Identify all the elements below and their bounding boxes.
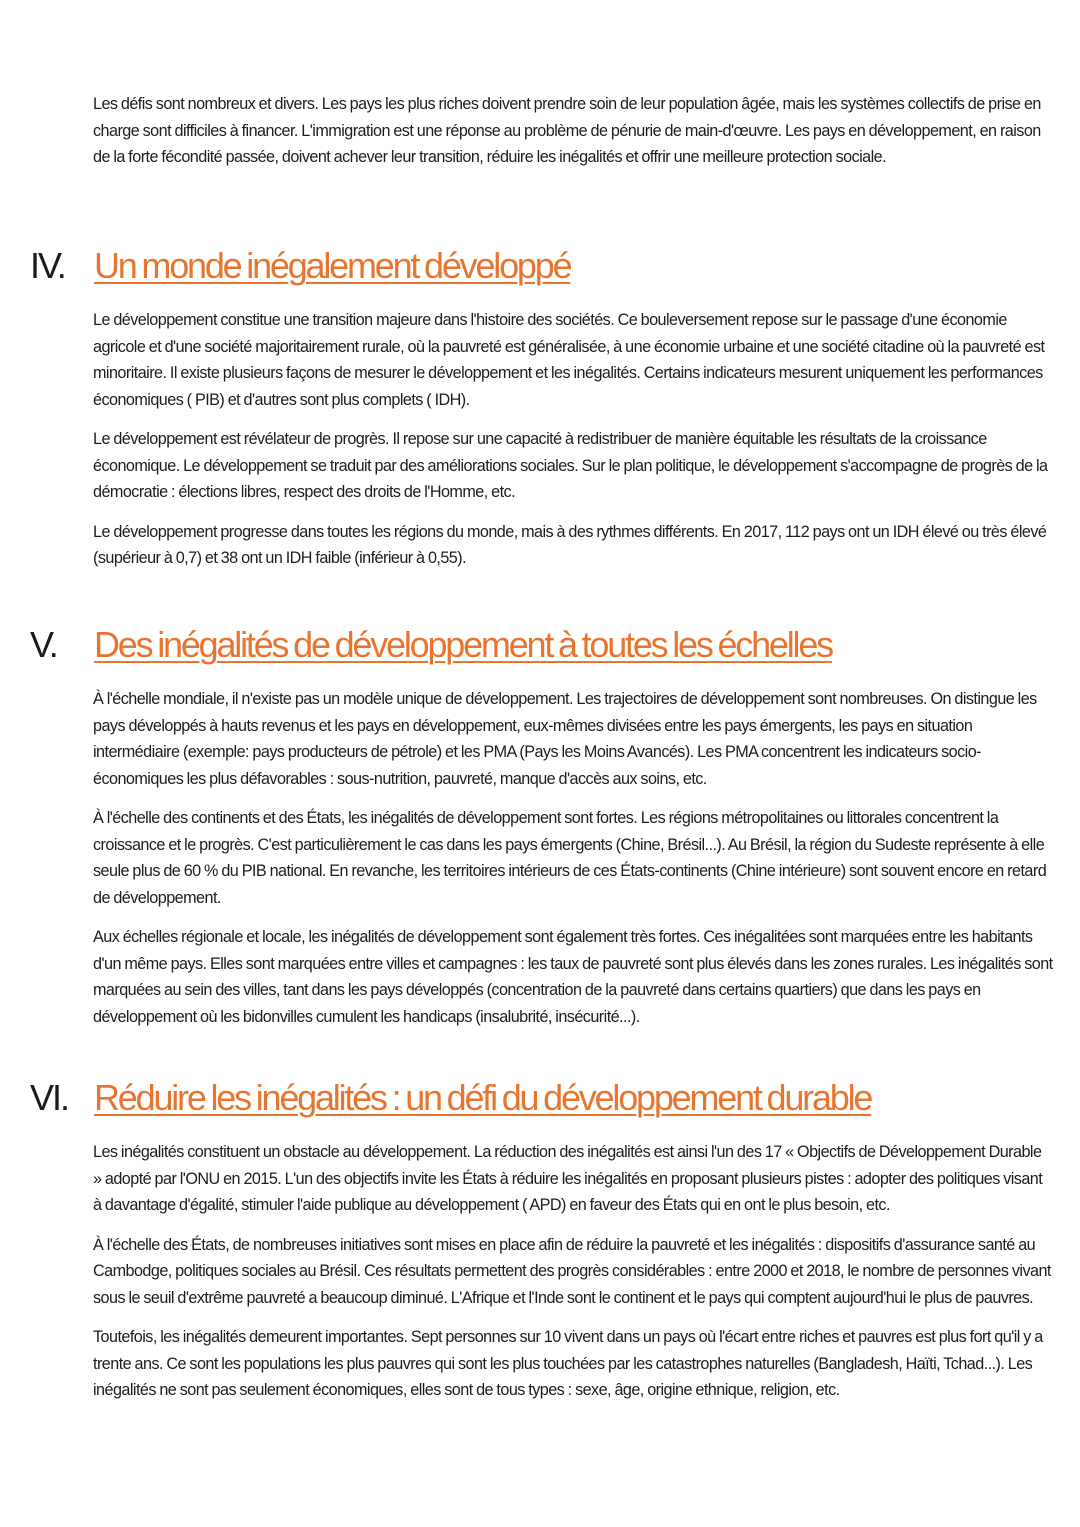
section-paragraph: À l'échelle des continents et des États, les inégalités de développement sont fortes. Les régions métropolitaines ou littorales concentrent la croissance et le progrès. C'est particulièrement le cas dans les pays émergents (Chine, Brésil...). Au Brésil, la région du Sudeste représente à elle seule plus de 60 % du PIB national. En revanche, les territoires intérieurs de ces États-continents (Chine intérieure) sont souvent encore en retard de développement.: [93, 809, 1047, 907]
section-paragraph: Aux échelles régionale et locale, les inégalités de développement sont également très fortes. Ces inégalitées sont marquées entre les habitants d'un même pays. Elles sont marquées entre villes et campagnes : les taux de pauvreté sont plus élevés dans les zones rurales. Les inégalités sont marquées au sein des villes, tant dans les pays développés (concentration de la pauvreté dans certains quartiers) que dans les pays en développement où les bidonvilles cumulent les handicaps (insalubrité, insécurité...).: [93, 928, 1053, 1026]
section-paragraph: À l'échelle des États, de nombreuses initiatives sont mises en place afin de réduire la pauvreté et les inégalités : dispositifs d'assurance santé au Cambodge, politiques sociales au Brésil. Ces résultats permettent des progrès considérables : entre 2000 et 2018, le nombre de personnes vivant sous le seuil d'extrême pauvreté a beaucoup diminué. L'Afrique et l'Inde sont le continent et le pays qui comptent aujourd'hui le plus de pauvres.: [93, 1235, 1051, 1307]
section-numeral: VI.: [30, 1077, 69, 1118]
section-heading: [0, 243, 1080, 297]
section-iv: [0, 243, 1080, 572]
section-title: Des inégalités de développement à toutes les échelles: [94, 624, 832, 665]
section-paragraph: Les inégalités constituent un obstacle au développement. La réduction des inégalités est ainsi l'un des 17 « Objectifs de Développement Durable » adopté par l'ONU en 2015. L'un des objectifs invite les États à réduire les inégalités en proposant plusieurs pistes : adopter des politiques visant à davantage d'égalité, stimuler l'aide publique au développement ( APD) en faveur des États qui en ont le plus besoin, etc.: [93, 1143, 1043, 1214]
section-vi: [0, 1075, 1080, 1404]
section-paragraph: Le développement constitue une transition majeure dans l'histoire des sociétés. Ce bouleversement repose sur le passage d'une économie agricole et d'une société majoritairement rurale, où la pauvreté est généralisée, à une économie urbaine et une société citadine où la pauvreté est minoritaire. Il existe plusieurs façons de mesurer le développement et les inégalités. Certains indicateurs mesurent uniquement les performances économiques ( PIB) et d'autres sont plus complets ( IDH).: [93, 311, 1045, 409]
section-body: [93, 1139, 1053, 1404]
section-body: [93, 686, 1053, 1030]
section-heading: [0, 622, 1080, 676]
section-numeral: IV.: [30, 245, 65, 286]
section-heading: [0, 1075, 1080, 1129]
section-paragraph: Le développement est révélateur de progrès. Il repose sur une capacité à redistribuer de manière équitable les résultats de la croissance économique. Le développement se traduit par des améliorations sociales. Sur le plan politique, le développement s'accompagne de progrès de la démocratie : élections libres, respect des droits de l'Homme, etc.: [93, 430, 1048, 501]
section-numeral: V.: [30, 624, 57, 665]
section-v: [0, 622, 1080, 1030]
intro-paragraph: Les défis sont nombreux et divers. Les pays les plus riches doivent prendre soin de leur population âgée, mais les systèmes collectifs de prise en charge sont difficiles à financer. L'immigration est une réponse au problème de pénurie de main-d'œuvre. Les pays en développement, en raison de la forte fécondité passée, doivent achever leur transition, réduire les inégalités et offrir une meilleure protection sociale.: [93, 95, 1041, 166]
section-paragraph: Toutefois, les inégalités demeurent importantes. Sept personnes sur 10 vivent dans un pays où l'écart entre riches et pauvres est plus fort qu'il y a trente ans. Ce sont les populations les plus pauvres qui sont les plus touchées par les catastrophes naturelles (Bangladesh, Haïti, Tchad...). Les inégalités ne sont pas seulement économiques, elles sont de tous types : sexe, âge, origine ethnique, religion, etc.: [93, 1328, 1043, 1399]
section-body: [93, 307, 1053, 572]
section-title: Réduire les inégalités : un défi du développement durable: [94, 1077, 872, 1118]
section-title: Un monde inégalement développé: [94, 245, 571, 286]
section-paragraph: À l'échelle mondiale, il n'existe pas un modèle unique de développement. Les trajectoires de développement sont nombreuses. On distingue les pays développés à hauts revenus et les pays en développement, eux-mêmes divisées entre les pays émergents, les pays en situation intermédiaire (exemple: pays producteurs de pétrole) et les PMA (Pays les Moins Avancés). Les PMA concentrent les indicateurs socio-économiques les plus défavorables : sous-nutrition, pauvreté, manque d'accès aux soins, etc.: [93, 690, 1037, 788]
section-paragraph: Le développement progresse dans toutes les régions du monde, mais à des rythmes différents. En 2017, 112 pays ont un IDH élevé ou très élevé (supérieur à 0,7) et 38 ont un IDH faible (inférieur à 0,55).: [93, 522, 1047, 567]
